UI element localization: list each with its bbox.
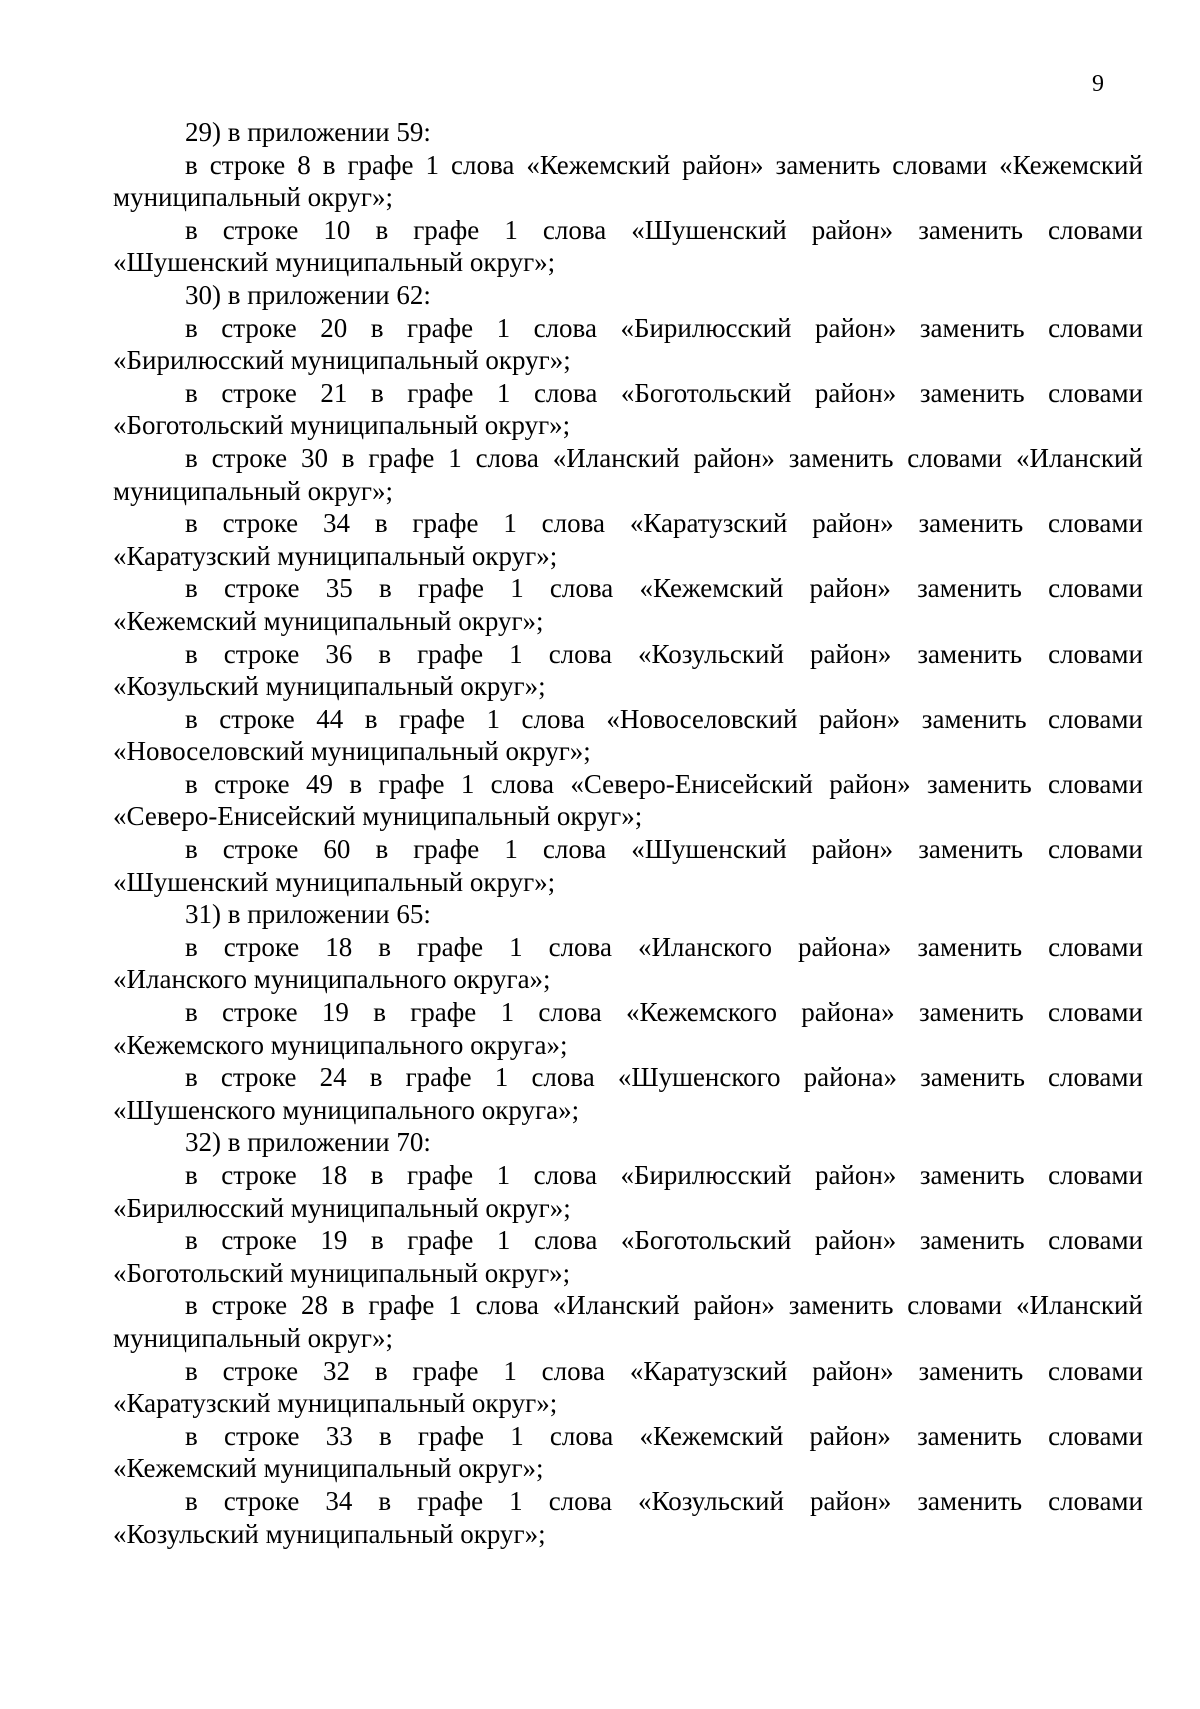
amendment-continuation: «Бирилюсский муниципальный округ»; <box>113 345 571 376</box>
amendment-continuation: муниципальный округ»; <box>113 182 393 213</box>
document-body <box>113 116 1143 1550</box>
amendment-line: в строке 32 в графе 1 слова «Каратузский район» заменить словами <box>185 1355 1143 1386</box>
page-number: 9 <box>1092 71 1104 97</box>
amendment-continuation: «Кежемский муниципальный округ»; <box>113 1453 544 1484</box>
amendment-continuation: «Козульский муниципальный округ»; <box>113 1518 546 1549</box>
amendment-continuation: «Иланского муниципального округа»; <box>113 964 551 995</box>
section-heading: 30) в приложении 62: <box>185 279 431 310</box>
amendment-line: в строке 10 в графе 1 слова «Шушенский район» заменить словами <box>185 214 1143 245</box>
amendment-continuation: «Бирилюсский муниципальный округ»; <box>113 1192 571 1223</box>
amendment-continuation: «Боготольский муниципальный округ»; <box>113 410 571 441</box>
amendment-line: в строке 44 в графе 1 слова «Новоселовский район» заменить словами <box>185 703 1143 734</box>
amendment-continuation: «Козульский муниципальный округ»; <box>113 671 546 702</box>
amendment-line: в строке 18 в графе 1 слова «Бирилюсский район» заменить словами <box>185 1160 1143 1190</box>
amendment-line: в строке 49 в графе 1 слова «Северо-Енисейский район» заменить словами <box>185 768 1143 799</box>
amendment-line: в строке 21 в графе 1 слова «Боготольский район» заменить словами <box>185 377 1143 408</box>
amendment-line: в строке 18 в графе 1 слова «Иланского района» заменить словами <box>185 931 1143 962</box>
section-heading: 29) в приложении 59: <box>185 117 431 147</box>
amendment-continuation: «Кежемский муниципальный округ»; <box>113 605 544 636</box>
amendment-line: в строке 19 в графе 1 слова «Кежемского района» заменить словами <box>185 997 1143 1028</box>
amendment-continuation: «Шушенский муниципальный округ»; <box>113 247 556 278</box>
amendment-line: в строке 24 в графе 1 слова «Шушенского района» заменить словами <box>185 1062 1143 1093</box>
amendment-continuation: «Каратузский муниципальный округ»; <box>113 1388 558 1419</box>
amendment-continuation: «Боготольский муниципальный округ»; <box>113 1257 571 1288</box>
amendment-line: в строке 19 в графе 1 слова «Боготольский район» заменить словами <box>185 1225 1143 1256</box>
amendment-line: в строке 34 в графе 1 слова «Козульский район» заменить словами <box>185 1485 1143 1516</box>
amendment-continuation: «Шушенский муниципальный округ»; <box>113 866 556 897</box>
amendment-line: в строке 33 в графе 1 слова «Кежемский район» заменить словами <box>185 1420 1143 1451</box>
amendment-line: в строке 20 в графе 1 слова «Бирилюсский район» заменить словами <box>185 312 1143 343</box>
amendment-line: в строке 36 в графе 1 слова «Козульский район» заменить словами <box>185 638 1143 669</box>
amendment-continuation: «Кежемского муниципального округа»; <box>113 1029 568 1060</box>
amendment-continuation: «Шушенского муниципального округа»; <box>113 1094 580 1125</box>
amendment-line: в строке 35 в графе 1 слова «Кежемский район» заменить словами <box>185 573 1143 604</box>
section-heading: 31) в приложении 65: <box>185 899 431 930</box>
amendment-line: в строке 8 в графе 1 слова «Кежемский район» заменить словами «Кежемский <box>185 149 1143 180</box>
amendment-continuation: муниципальный округ»; <box>113 1322 393 1353</box>
amendment-continuation: «Новоселовский муниципальный округ»; <box>113 736 591 767</box>
amendment-line: в строке 30 в графе 1 слова «Иланский район» заменить словами «Иланский <box>185 442 1143 473</box>
amendment-line: в строке 60 в графе 1 слова «Шушенский район» заменить словами <box>185 834 1143 865</box>
amendment-continuation: муниципальный округ»; <box>113 475 393 506</box>
amendment-continuation: «Северо-Енисейский муниципальный округ»; <box>113 801 643 832</box>
section-heading: 32) в приложении 70: <box>185 1127 431 1158</box>
amendment-continuation: «Каратузский муниципальный округ»; <box>113 540 558 571</box>
amendment-line: в строке 34 в графе 1 слова «Каратузский район» заменить словами <box>185 508 1143 539</box>
amendment-line: в строке 28 в графе 1 слова «Иланский район» заменить словами «Иланский <box>185 1290 1143 1321</box>
